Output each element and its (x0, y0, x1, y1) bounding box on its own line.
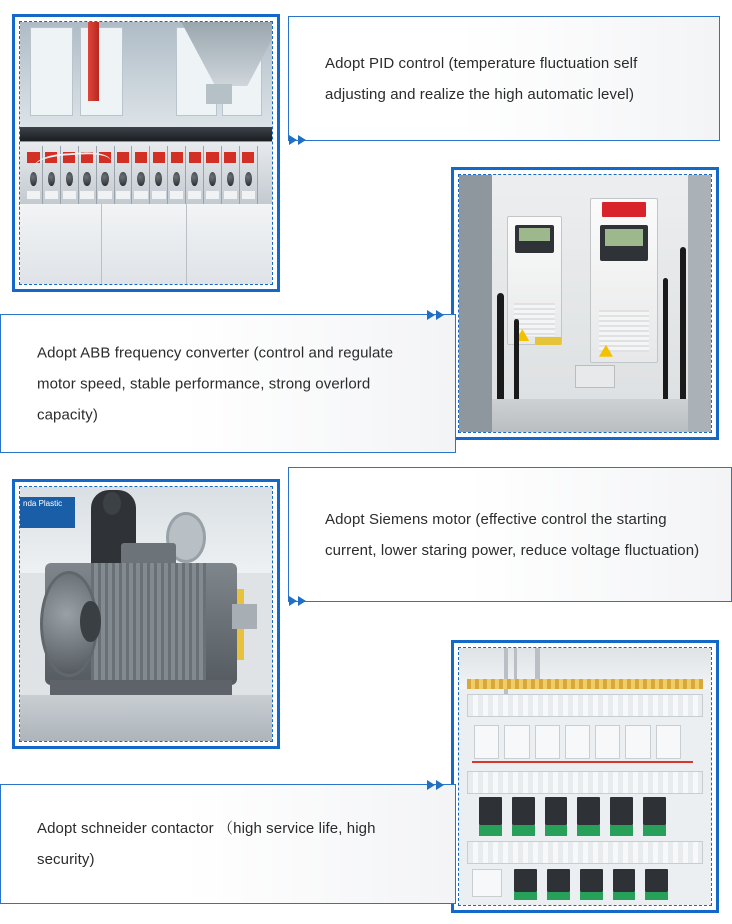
contactor-green-terminal (645, 892, 668, 900)
machine-cabinet-base (20, 204, 272, 284)
drive-keypad (515, 225, 553, 253)
feature-card-abb-frequency-converter (0, 314, 456, 453)
wiring-duct (467, 694, 704, 717)
red-wire-run (472, 761, 694, 763)
photo-inner-border (19, 486, 273, 742)
drive-display (605, 229, 643, 245)
controller-module (115, 146, 133, 208)
contactor-green-terminal (479, 825, 502, 835)
wall-banner-text: nda Plastic (23, 499, 63, 509)
hopper-neck (206, 84, 232, 104)
controller-module (132, 146, 150, 208)
drive-display (519, 228, 550, 241)
contactor-green-terminal (512, 825, 535, 835)
contactor-green-terminal (545, 825, 568, 835)
terminal-strip (467, 679, 704, 689)
controller-module (150, 146, 168, 208)
schneider-contactor (610, 797, 633, 825)
schneider-contactor (514, 869, 537, 892)
feature-card-schneider-contactor (0, 784, 456, 904)
controller-module (25, 146, 43, 208)
yellow-marker-label (535, 337, 561, 345)
cabinet-door-seam (186, 204, 187, 284)
schneider-contactor (512, 797, 535, 825)
workshop-window (30, 27, 73, 116)
cabinet-side-wall (459, 175, 492, 432)
extruder-control-panel-photo (12, 14, 280, 292)
breaker-module (474, 725, 499, 758)
wiring-duct (467, 771, 704, 794)
contactor-green-terminal (580, 892, 603, 900)
cabinet-floor (492, 399, 689, 432)
motor-cooling-fins (91, 563, 207, 685)
schneider-contactor (613, 869, 636, 892)
controller-module (186, 146, 204, 208)
controller-module (168, 146, 186, 208)
breaker-module (625, 725, 650, 758)
electrical-control-cabinet-photo (451, 640, 719, 913)
schneider-contactor (580, 869, 603, 892)
contactor-green-terminal (610, 825, 633, 835)
schneider-contactor (643, 797, 666, 825)
contactor-green-terminal (514, 892, 537, 900)
feature-text: Adopt schneider contactor （high service life, high security) (37, 820, 376, 868)
schneider-contactor (645, 869, 668, 892)
controller-module (240, 146, 258, 208)
cabinet-door-seam (101, 204, 102, 284)
red-support-post (88, 22, 99, 101)
breaker-module (535, 725, 560, 758)
schneider-contactor (547, 869, 570, 892)
abb-frequency-converter-photo (451, 167, 719, 440)
feature-text: Adopt PID control (temperature fluctuation self adjusting and realize the high automatic level) (325, 54, 638, 103)
breaker-module (565, 725, 590, 758)
drive-keypad (600, 225, 648, 261)
breaker-module (504, 725, 529, 758)
abb-drive-unit-large (590, 198, 658, 362)
feature-text: Adopt ABB frequency converter (control and regulate motor speed, stable performance, strong overlord capacity) (37, 344, 394, 423)
chevron-right-icon (289, 135, 311, 145)
contactor-green-terminal (613, 892, 636, 900)
wiring-duct (467, 841, 704, 864)
contactor-green-terminal (643, 825, 666, 835)
main-breaker (472, 869, 502, 897)
breaker-module (595, 725, 620, 758)
worker-head (103, 492, 121, 515)
workshop-floor (20, 695, 272, 741)
schneider-contactor (545, 797, 568, 825)
controller-module (222, 146, 240, 208)
wall-banner (20, 497, 75, 527)
drive-ventilation-grille (514, 303, 555, 336)
motor-fan-hub (80, 601, 100, 642)
siemens-motor-photo (12, 479, 280, 749)
chevron-right-icon (427, 780, 449, 790)
cabinet-side-wall (688, 175, 711, 432)
feature-card-siemens-motor (288, 467, 732, 602)
contactor-green-terminal (547, 892, 570, 900)
feature-card-pid-control (288, 16, 720, 141)
schneider-contactor (577, 797, 600, 825)
drive-ventilation-grille (599, 310, 649, 352)
controller-module (204, 146, 222, 208)
motor-shaft (232, 604, 257, 629)
photo-inner-border (458, 174, 712, 433)
schneider-contactor (479, 797, 502, 825)
workshop-window (80, 27, 123, 116)
feature-text: Adopt Siemens motor (effective control the starting current, lower staring power, reduce voltage fluctuation) (325, 510, 700, 559)
contactor-green-terminal (577, 825, 600, 835)
chevron-right-icon (427, 310, 449, 320)
abb-brand-label (602, 202, 647, 217)
breaker-module (656, 725, 681, 758)
photo-inner-border (19, 21, 273, 285)
chevron-right-icon (289, 596, 311, 606)
terminal-junction-box (575, 365, 615, 388)
photo-inner-border (458, 647, 712, 906)
